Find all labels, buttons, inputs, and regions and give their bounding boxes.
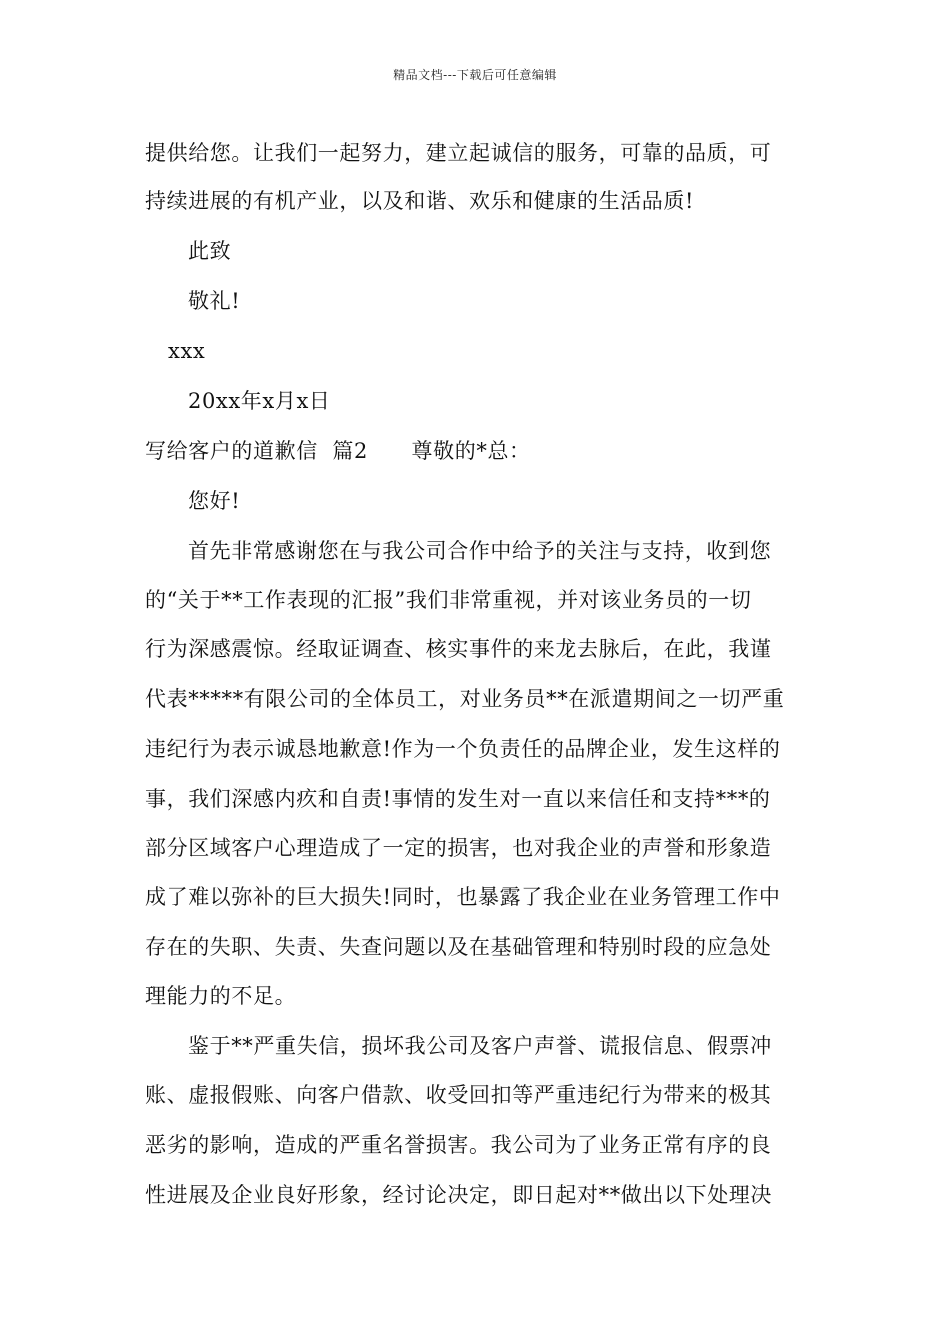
- paragraph-line: 事，我们深感内疚和自责!事情的发生对一直以来信任和支持***的: [145, 787, 771, 811]
- paragraph-line: 违纪行为表示诚恳地歉意!作为一个负责任的品牌企业，发生这样的: [145, 737, 781, 761]
- signature-date: 20xx年x月x日: [188, 389, 331, 413]
- paragraph-line: 代表*****有限公司的全体员工，对业务员**在派遣期间之一切严重: [145, 687, 785, 711]
- closing-regards: 敬礼!: [188, 289, 241, 313]
- paragraph-line: 部分区域客户心理造成了一定的损害，也对我企业的声誉和形象造: [145, 836, 772, 860]
- closing-salutation: 此致: [188, 239, 232, 263]
- greeting: 您好!: [188, 489, 241, 513]
- signature-name: xxx: [168, 339, 206, 363]
- paragraph-line: 账、虚报假账、向客户借款、收受回扣等严重违纪行为带来的极其: [145, 1083, 772, 1107]
- paragraph-line: 行为深感震惊。经取证调查、核实事件的来龙去脉后，在此，我谨: [145, 637, 772, 661]
- paragraph-line: 的“关于**工作表现的汇报”我们非常重视，并对该业务员的一切: [145, 588, 752, 612]
- page-header: 精品文档---下载后可任意编辑: [393, 68, 557, 82]
- paragraph-line: 持续进展的有机产业，以及和谐、欢乐和健康的生活品质!: [145, 189, 695, 213]
- paragraph-line: 鉴于**严重失信，损坏我公司及客户声誉、谎报信息、假票冲: [188, 1034, 772, 1058]
- paragraph-line: 存在的失职、失责、失查问题以及在基础管理和特别时段的应急处: [145, 935, 772, 959]
- paragraph-line: 恶劣的影响，造成的严重名誉损害。我公司为了业务正常有序的良: [145, 1133, 772, 1157]
- paragraph-line: 性进展及企业良好形象，经讨论决定，即日起对**做出以下处理决: [145, 1183, 772, 1207]
- paragraph-line: 理能力的不足。: [145, 984, 297, 1008]
- paragraph-line: 提供给您。让我们一起努力，建立起诚信的服务，可靠的品质，可: [145, 141, 772, 165]
- paragraph-line: 首先非常感谢您在与我公司合作中给予的关注与支持，收到您: [188, 539, 772, 563]
- section-title: 写给客户的道歉信 篇2 尊敬的*总：: [145, 439, 531, 463]
- paragraph-line: 成了难以弥补的巨大损失!同时，也暴露了我企业在业务管理工作中: [145, 885, 781, 909]
